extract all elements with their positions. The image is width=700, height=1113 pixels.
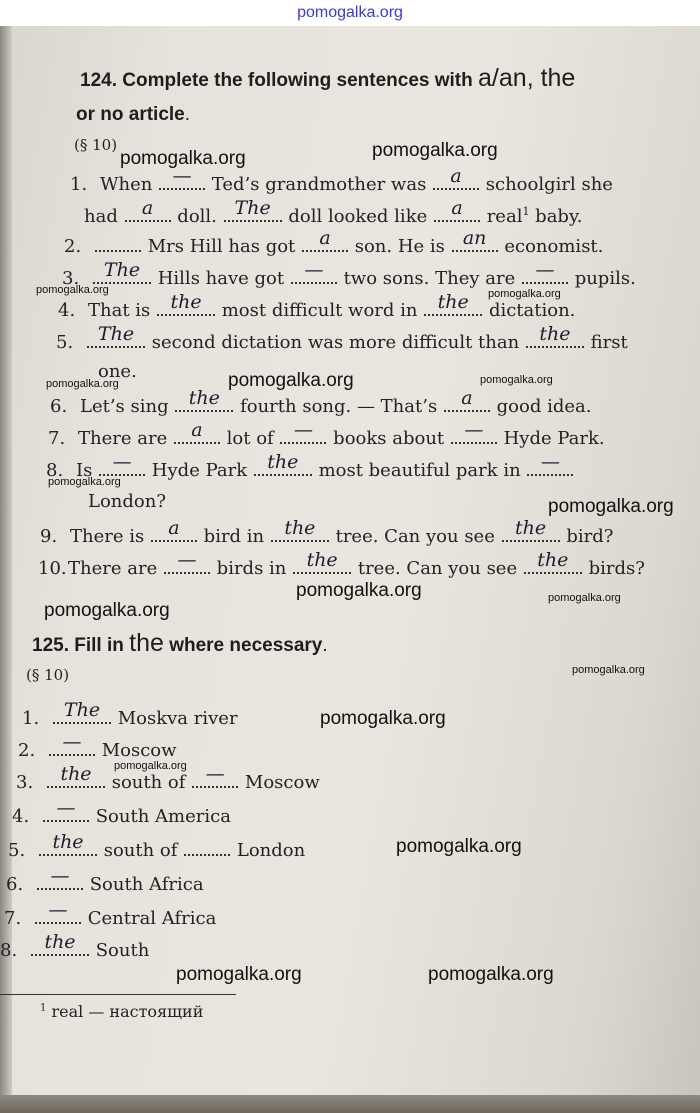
answer-blank[interactable] <box>524 549 582 574</box>
item-number: 3. <box>16 772 34 793</box>
watermark-text: pomogalka.org <box>114 760 187 772</box>
handwritten-answer: the <box>170 291 202 313</box>
handwritten-answer: — <box>464 419 484 441</box>
answer-blank[interactable] <box>43 797 89 822</box>
item-number: 10. <box>38 558 67 579</box>
ex124-row <box>64 227 604 259</box>
item-number: 1. <box>22 708 40 729</box>
handwritten-answer: — <box>56 797 76 819</box>
sentence-text: second dictation was more difficult than <box>146 332 525 353</box>
sentence-text: Hyde Park <box>146 460 253 481</box>
sentence-text: That is <box>88 300 157 321</box>
sentence-text: birds in <box>210 558 293 579</box>
sentence-text: first <box>584 332 628 353</box>
handwritten-answer: — <box>540 451 560 473</box>
exercise-125-ref: (§ 10) <box>26 666 70 684</box>
handwritten-answer: — <box>172 165 192 187</box>
answer-blank[interactable] <box>224 197 282 222</box>
watermark-text: pomogalka.org <box>120 148 246 169</box>
answer-blank[interactable] <box>159 165 205 190</box>
exercise-124-title-cont: or no article. <box>76 104 191 125</box>
ex125-row <box>8 831 306 863</box>
answer-blank[interactable] <box>125 197 171 222</box>
footnote-rule <box>0 994 236 995</box>
item-number: 6. <box>50 396 68 417</box>
handwritten-answer: a <box>168 517 180 539</box>
handwritten-answer: The <box>97 323 135 345</box>
handwritten-answer: the <box>537 549 569 571</box>
sentence-text: pupils. <box>568 268 636 289</box>
ex124-row <box>88 490 166 514</box>
sentence-text: Hills have got <box>152 268 290 289</box>
item-number: 4. <box>12 806 30 827</box>
answer-blank[interactable] <box>53 699 111 724</box>
ex124-row <box>50 387 592 419</box>
sentence-text: Central Africa <box>82 908 217 929</box>
watermark-text: pomogalka.org <box>488 288 561 300</box>
item-number: 8. <box>46 460 64 481</box>
sentence-text: dictation. <box>483 300 576 321</box>
answer-blank[interactable] <box>522 259 568 284</box>
sentence-text: Moscow <box>239 772 320 793</box>
answer-blank[interactable] <box>157 291 215 316</box>
answer-blank[interactable] <box>93 259 151 284</box>
item-number: 8. <box>0 940 18 961</box>
ex125-row <box>6 865 204 897</box>
watermark-text: pomogalka.org <box>428 964 554 985</box>
item-number: 1. <box>70 174 88 195</box>
exercise-125-title: 125. Fill in the where necessary. <box>32 629 328 657</box>
answer-blank[interactable] <box>39 831 97 856</box>
handwritten-answer: — <box>112 451 132 473</box>
footnote-marker: 1 <box>522 205 530 218</box>
sentence-text: schoolgirl she <box>480 174 613 195</box>
answer-blank[interactable] <box>151 517 197 542</box>
item-number: 2. <box>64 236 82 257</box>
sentence-text: south of <box>106 772 192 793</box>
ex124-row <box>46 451 574 483</box>
answer-blank[interactable] <box>502 517 560 542</box>
handwritten-answer: — <box>205 763 225 785</box>
item-number: 7. <box>4 908 22 929</box>
sentence-text: son. He is <box>349 236 451 257</box>
watermark-text: pomogalka.org <box>396 836 522 857</box>
watermark-text: pomogalka.org <box>46 378 119 390</box>
exercise-124-ref: (§ 10) <box>74 136 118 154</box>
ex124-row <box>38 549 645 581</box>
ex125-row <box>22 699 238 731</box>
handwritten-answer: a <box>461 387 473 409</box>
handwritten-answer: the <box>437 291 469 313</box>
sentence-text: South Africa <box>84 874 204 895</box>
ex124-row <box>56 323 628 355</box>
watermark-text: pomogalka.org <box>36 284 109 296</box>
answer-blank[interactable] <box>174 419 220 444</box>
handwritten-answer: the <box>284 517 316 539</box>
sentence-text: tree. Can you see <box>329 526 501 547</box>
sentence-text: two sons. They are <box>337 268 521 289</box>
top-watermark: pomogalka.org <box>0 0 700 26</box>
watermark-text: pomogalka.org <box>548 592 621 604</box>
watermark-text: pomogalka.org <box>372 140 498 161</box>
sentence-text: fourth song. — That’s <box>234 396 443 417</box>
handwritten-answer: a <box>141 197 154 219</box>
sentence-text: baby. <box>529 206 583 227</box>
textbook-page <box>0 26 700 1113</box>
handwritten-answer: The <box>234 197 271 219</box>
item-number: 2. <box>18 740 36 761</box>
sentence-text: South <box>90 940 150 961</box>
ex124-row <box>84 197 583 229</box>
handwritten-answer: — <box>62 731 82 753</box>
answer-blank[interactable] <box>433 165 479 190</box>
handwritten-answer: — <box>535 259 555 281</box>
answer-blank[interactable] <box>444 387 490 412</box>
handwritten-answer: — <box>48 899 68 921</box>
answer-blank[interactable] <box>302 227 348 252</box>
sentence-text: doll. <box>171 206 223 227</box>
handwritten-answer: the <box>44 931 76 953</box>
sentence-text: books about <box>327 428 450 449</box>
watermark-text: pomogalka.org <box>572 664 645 676</box>
answer-blank[interactable] <box>424 291 482 316</box>
handwritten-answer: a <box>191 419 203 441</box>
answer-blank[interactable] <box>87 323 145 348</box>
sentence-text: bird in <box>197 526 270 547</box>
handwritten-answer: the <box>306 549 338 571</box>
sentence-text: had <box>84 206 124 227</box>
sentence-text: economist. <box>498 236 604 257</box>
answer-blank[interactable] <box>192 763 238 788</box>
handwritten-answer: the <box>188 387 220 409</box>
handwritten-answer: the <box>539 323 571 345</box>
handwritten-answer: a <box>319 227 331 249</box>
sentence-text: Ted’s grandmother was <box>206 174 433 195</box>
exercise-124-title: 124. Complete the following sentences with a/an, the <box>80 64 576 92</box>
sentence-text: Moskva river <box>112 708 238 729</box>
handwritten-answer: — <box>293 419 313 441</box>
ex125-row <box>4 899 217 931</box>
sentence-text: Let’s sing <box>80 396 175 417</box>
answer-blank[interactable] <box>280 419 326 444</box>
sentence-text: one. <box>98 361 137 382</box>
handwritten-answer: a <box>450 165 462 187</box>
sentence-text: good idea. <box>490 396 592 417</box>
sentence-text: Mrs Hill has got <box>142 236 302 257</box>
item-number: 5. <box>8 840 26 861</box>
sentence-text: When <box>100 174 159 195</box>
handwritten-answer: the <box>515 517 547 539</box>
handwritten-answer: — <box>177 549 197 571</box>
watermark-text: pomogalka.org <box>296 580 422 601</box>
ex124-row <box>70 165 613 197</box>
sentence-text: There is <box>70 526 150 547</box>
answer-blank[interactable] <box>47 763 105 788</box>
answer-blank[interactable] <box>254 451 312 476</box>
handwritten-answer: a <box>451 197 463 219</box>
answer-blank[interactable] <box>526 323 584 348</box>
item-number: 7. <box>48 428 66 449</box>
watermark-text: pomogalka.org <box>320 708 446 729</box>
answer-blank[interactable] <box>434 197 480 222</box>
sentence-text: Moscow <box>96 740 177 761</box>
watermark-text: pomogalka.org <box>548 496 674 517</box>
sentence-text: south of <box>98 840 184 861</box>
sentence-text: birds? <box>582 558 645 579</box>
watermark-text: pomogalka.org <box>480 374 553 386</box>
answer-blank[interactable] <box>31 931 89 956</box>
sentence-text: doll looked like <box>282 206 433 227</box>
item-number: 6. <box>6 874 24 895</box>
item-number: 5. <box>56 332 74 353</box>
watermark-text: pomogalka.org <box>228 370 354 391</box>
handwritten-answer: — <box>50 865 70 887</box>
sentence-text: There are <box>78 428 173 449</box>
watermark-text: pomogalka.org <box>48 476 121 488</box>
handwritten-answer: the <box>52 831 84 853</box>
sentence-text: lot of <box>220 428 280 449</box>
sentence-text: most difficult word in <box>216 300 424 321</box>
sentence-text: London <box>231 840 306 861</box>
handwritten-answer: the <box>60 763 92 785</box>
watermark-text: pomogalka.org <box>44 600 170 621</box>
ex125-row <box>12 797 231 829</box>
sentence-text: Is <box>76 460 99 481</box>
answer-blank[interactable] <box>37 865 83 890</box>
answer-blank[interactable] <box>184 838 230 856</box>
answer-blank[interactable] <box>99 451 145 476</box>
ex124-row <box>48 419 605 451</box>
desk-surface <box>0 1095 700 1113</box>
footnote: $^1$ real — настоящий <box>40 1002 204 1021</box>
sentence-text: bird? <box>560 526 614 547</box>
answer-blank[interactable] <box>451 419 497 444</box>
answer-blank[interactable] <box>527 451 573 476</box>
item-number: 4. <box>58 300 76 321</box>
answer-blank[interactable] <box>452 227 498 252</box>
watermark-text: pomogalka.org <box>176 964 302 985</box>
sentence-text: Hyde Park. <box>497 428 605 449</box>
handwritten-answer: The <box>103 259 141 281</box>
sentence-text: South America <box>90 806 231 827</box>
answer-blank[interactable] <box>271 517 329 542</box>
item-number: 9. <box>40 526 58 547</box>
handwritten-answer: an <box>462 227 487 249</box>
sentence-text: London? <box>88 491 166 512</box>
answer-blank[interactable] <box>35 899 81 924</box>
handwritten-answer: the <box>267 451 299 473</box>
answer-blank[interactable] <box>95 234 141 252</box>
answer-blank[interactable] <box>291 259 337 284</box>
answer-blank[interactable] <box>164 549 210 574</box>
answer-blank[interactable] <box>293 549 351 574</box>
answer-blank[interactable] <box>175 387 233 412</box>
ex125-row <box>0 931 150 963</box>
handwritten-answer: The <box>63 699 101 721</box>
sentence-text: most beautiful park in <box>312 460 527 481</box>
sentence-text: tree. Can you see <box>352 558 523 579</box>
ex124-row <box>40 517 614 549</box>
sentence-text: real <box>480 206 523 227</box>
answer-blank[interactable] <box>49 731 95 756</box>
item-number: 3. <box>62 268 80 289</box>
sentence-text: There are <box>68 558 163 579</box>
handwritten-answer: — <box>304 259 324 281</box>
